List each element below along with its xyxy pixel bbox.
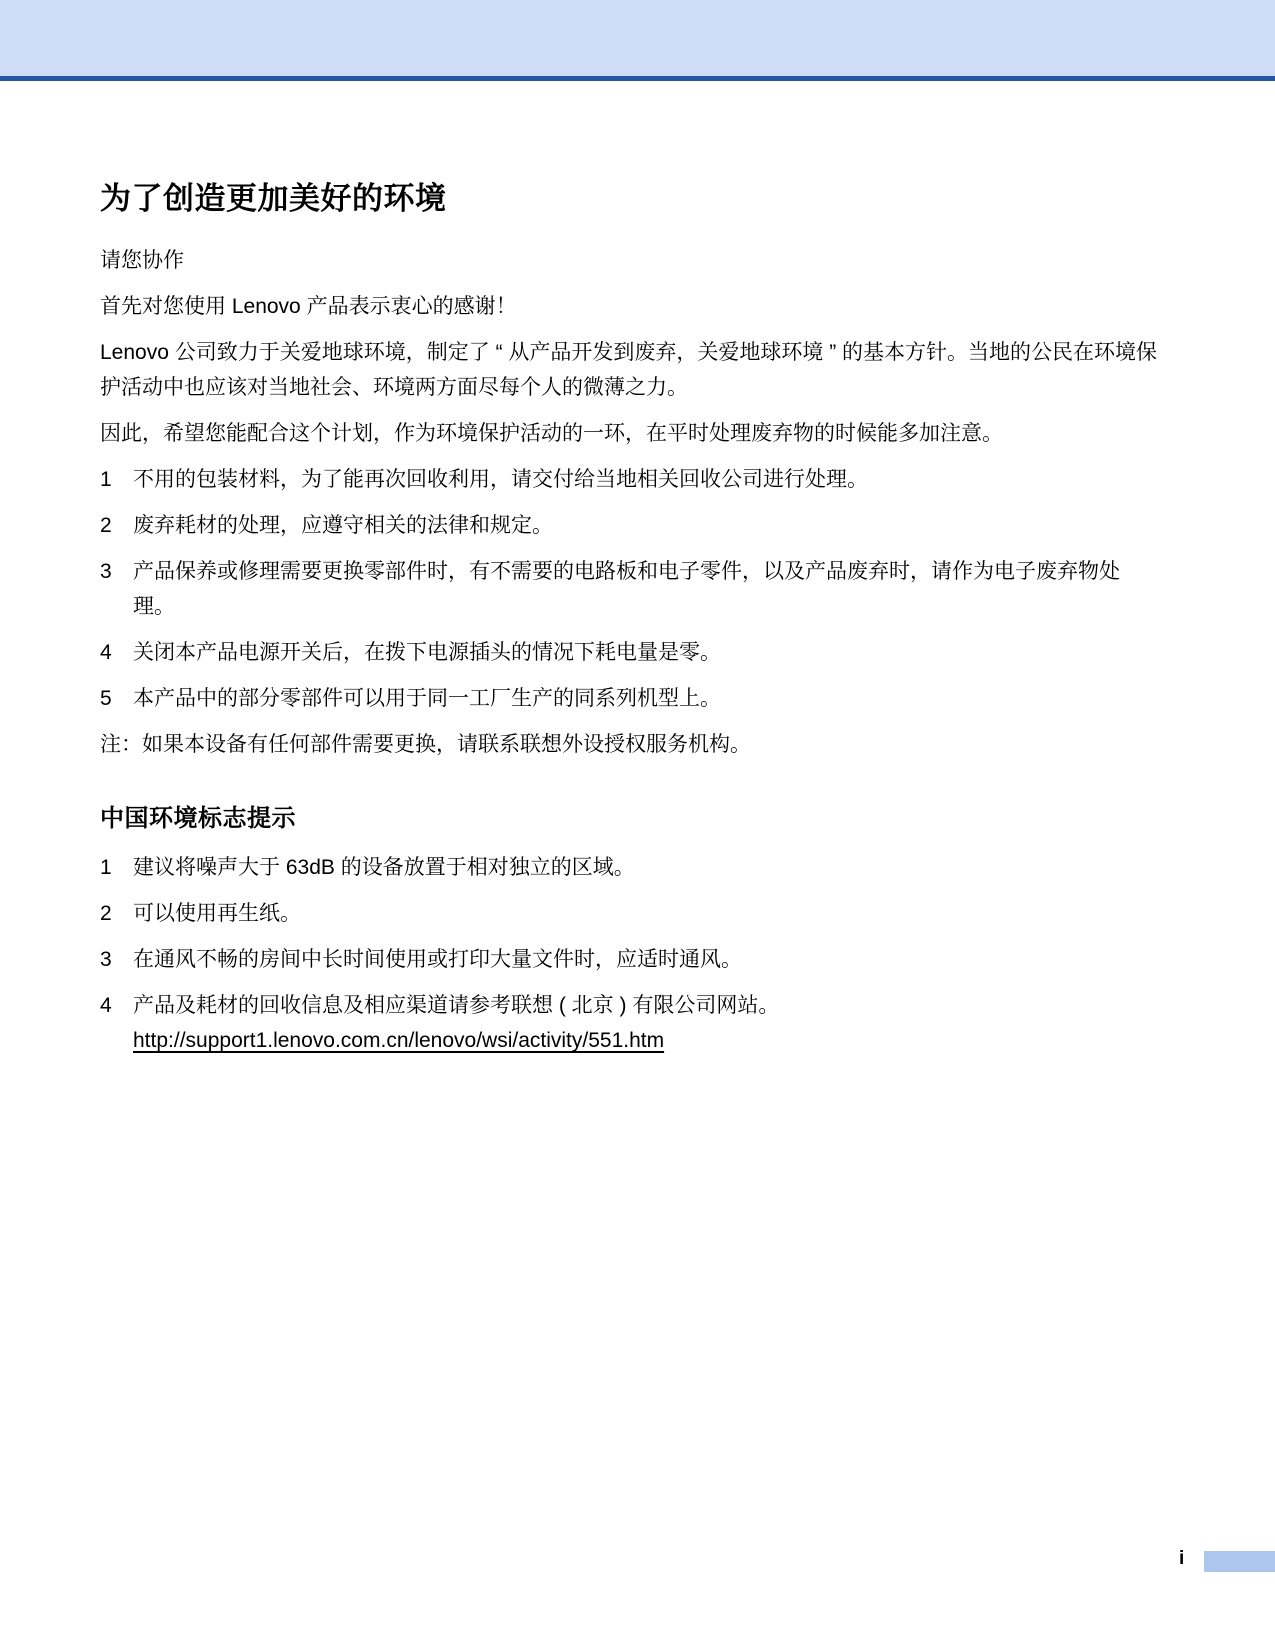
- item-text: 本产品中的部分零部件可以用于同一工厂生产的同系列机型上。: [133, 687, 721, 710]
- list-item: [100, 850, 1158, 885]
- item-number: 3: [100, 948, 112, 971]
- note-text: 注：如果本设备有任何部件需要更换，请联系联想外设授权服务机构。: [100, 733, 751, 756]
- paragraph-request: 因此，希望您能配合这个计划，作为环境保护活动的一环，在平时处理废弃物的时候能多加注意。: [100, 422, 1003, 445]
- list-item: [100, 462, 1158, 497]
- item-text: 不用的包装材料，为了能再次回收利用，请交付给当地相关回收公司进行处理。: [133, 468, 868, 491]
- item-text: 在通风不畅的房间中长时间使用或打印大量文件时，应适时通风。: [133, 948, 742, 971]
- header-band: [0, 0, 1275, 81]
- item-number: 2: [100, 902, 112, 925]
- item-text: 产品保养或修理需要更换零部件时，有不需要的电路板和电子零件，以及产品废弃时，请作为电子废弃物处理。: [133, 560, 1120, 618]
- item-text: 废弃耗材的处理，应遵守相关的法律和规定。: [133, 514, 553, 537]
- paragraph-policy: Lenovo 公司致力于关爱地球环境，制定了 “ 从产品开发到废弃，关爱地球环境 ” 的基本方针。当地的公民在环境保护活动中也应该对当地社会、环境两方面尽每个人的微薄之力。: [100, 341, 1158, 399]
- page-number: i: [1179, 1548, 1185, 1569]
- item-text: 可以使用再生纸。: [133, 902, 301, 925]
- item-number: 2: [100, 514, 112, 537]
- list-item: [100, 988, 1158, 1058]
- list-item: [100, 508, 1158, 543]
- list-item: [100, 554, 1158, 624]
- footer-strip: [1204, 1551, 1275, 1572]
- page-title: 为了创造更加美好的环境: [100, 181, 447, 216]
- item-number: 1: [100, 468, 112, 491]
- item-number: 3: [100, 560, 112, 583]
- list-item: [100, 635, 1158, 670]
- list-item: [100, 942, 1158, 977]
- paragraph-cooperation: 请您协作: [100, 249, 184, 272]
- support-link[interactable]: http://support1.lenovo.com.cn/lenovo/wsi/activity/551.htm: [133, 1029, 665, 1052]
- list-item: [100, 896, 1158, 931]
- item-number: 5: [100, 687, 112, 710]
- page-content: [100, 180, 1158, 1069]
- paragraph-thanks: 首先对您使用 Lenovo 产品表示衷心的感谢！: [100, 295, 517, 318]
- item-number: 1: [100, 856, 112, 879]
- item-number: 4: [100, 994, 112, 1017]
- item-text: 关闭本产品电源开关后，在拨下电源插头的情况下耗电量是零。: [133, 641, 721, 664]
- item-number: 4: [100, 641, 112, 664]
- list-item: [100, 681, 1158, 716]
- section-subtitle: 中国环境标志提示: [100, 805, 296, 832]
- item-text-line: 产品及耗材的回收信息及相应渠道请参考联想 ( 北京 ) 有限公司网站。: [133, 994, 780, 1017]
- item-text: [133, 988, 1158, 1058]
- item-text: 建议将噪声大于 63dB 的设备放置于相对独立的区域。: [133, 856, 635, 879]
